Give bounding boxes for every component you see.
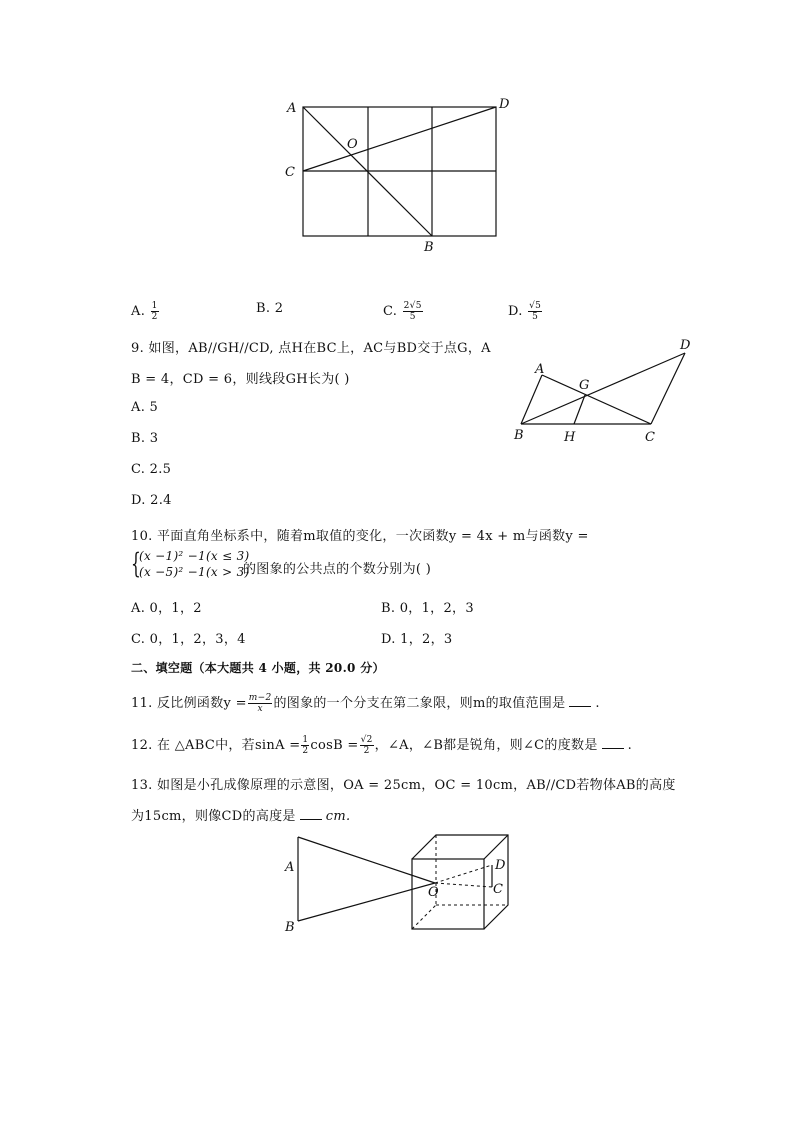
q10-case1: (x −1)² −1(x ≤ 3) [139, 549, 250, 563]
q10-stem-line1: 10. 平面直角坐标系中，随着m取值的变化，一次函数y = 4x + m与函数y = [131, 529, 589, 544]
q9-fig-label-c: C [645, 430, 655, 445]
q11-stem: 11. 反比例函数y = $\frac{m-2}{x}$ 的图象的一个分支在第二象限，则m的取值范围是 . [131, 693, 600, 714]
q9-fig-label-g: G [579, 378, 590, 393]
q13-stem-line1: 13. 如图是小孔成像原理的示意图，OA = 25cm，OC = 10cm，AB//CD若物体AB的高度 [131, 778, 676, 793]
q13-answer-blank[interactable] [300, 809, 322, 820]
q10-option-a: A. 0，1，2 [131, 601, 202, 616]
q9-fig-label-h: H [564, 430, 576, 445]
q9-option-c: C. 2.5 [131, 462, 172, 477]
q9-fig-label-d: D [680, 338, 691, 353]
fig1-label-o: O [347, 137, 358, 152]
q9-option-a: A. 5 [131, 400, 159, 415]
q11-answer-blank[interactable] [569, 696, 591, 707]
q10-option-c: C. 0，1，2，3，4 [131, 632, 246, 647]
q8-option-b: B. 2 [256, 301, 284, 316]
q8-option-d: D. $\frac{√5}{5}$ [508, 301, 542, 322]
q9-option-d: D. 2.4 [131, 493, 172, 508]
q10-option-b: B. 0，1，2，3 [381, 601, 474, 616]
q10-stem-tail: 的图象的公共点的个数分别为( ) [243, 562, 432, 577]
q12-stem: 12. 在 △ABC中，若sinA = $\frac{1}{2}$ cosB = $\frac{√2}{2}$ ，∠A，∠B都是锐角，则∠C的度数是 . [131, 735, 633, 756]
q9-fig-label-b: B [514, 428, 524, 443]
fig1-label-a: A [287, 101, 297, 116]
fig1-label-b: B [424, 240, 434, 255]
q13-fig-label-c: C [493, 882, 503, 897]
q9-stem-line1: 9. 如图，AB//GH//CD, 点H在BC上，AC与BD交于点G，A [131, 341, 491, 356]
fig1-label-d: D [499, 97, 510, 112]
q10-option-d: D. 1，2，3 [381, 632, 453, 647]
q13-fig-label-b: B [285, 920, 295, 935]
q13-fig-label-a: A [285, 860, 295, 875]
q13-fig-label-o: O [428, 885, 439, 900]
q10-case2: (x −5)² −1(x > 3) [139, 565, 250, 579]
q8-option-c: C. $\frac{2√5}{5}$ [383, 301, 422, 322]
grid-rectangle-figure [280, 95, 520, 260]
q9-fig-label-a: A [535, 362, 545, 377]
q13-stem-line2: 为15cm，则像CD的高度是 cm. [131, 809, 351, 824]
section-heading-fill-blank: 二、填空题（本大题共 4 小题，共 20.0 分） [131, 661, 385, 675]
fig1-label-c: C [285, 165, 295, 180]
q10-piecewise: { (x −1)² −1(x ≤ 3) (x −5)² −1(x > 3) 的图象的公共点的个数分别为( ) [131, 547, 432, 580]
q12-answer-blank[interactable] [602, 738, 624, 749]
q9-stem-line2: B = 4，CD = 6，则线段GH长为( ) [131, 372, 350, 387]
q9-triangle-figure [505, 340, 705, 440]
q13-fig-label-d: D [495, 858, 506, 873]
q9-option-b: B. 3 [131, 431, 159, 446]
q8-option-a: A. $\frac{1}{2}$ [131, 301, 158, 322]
